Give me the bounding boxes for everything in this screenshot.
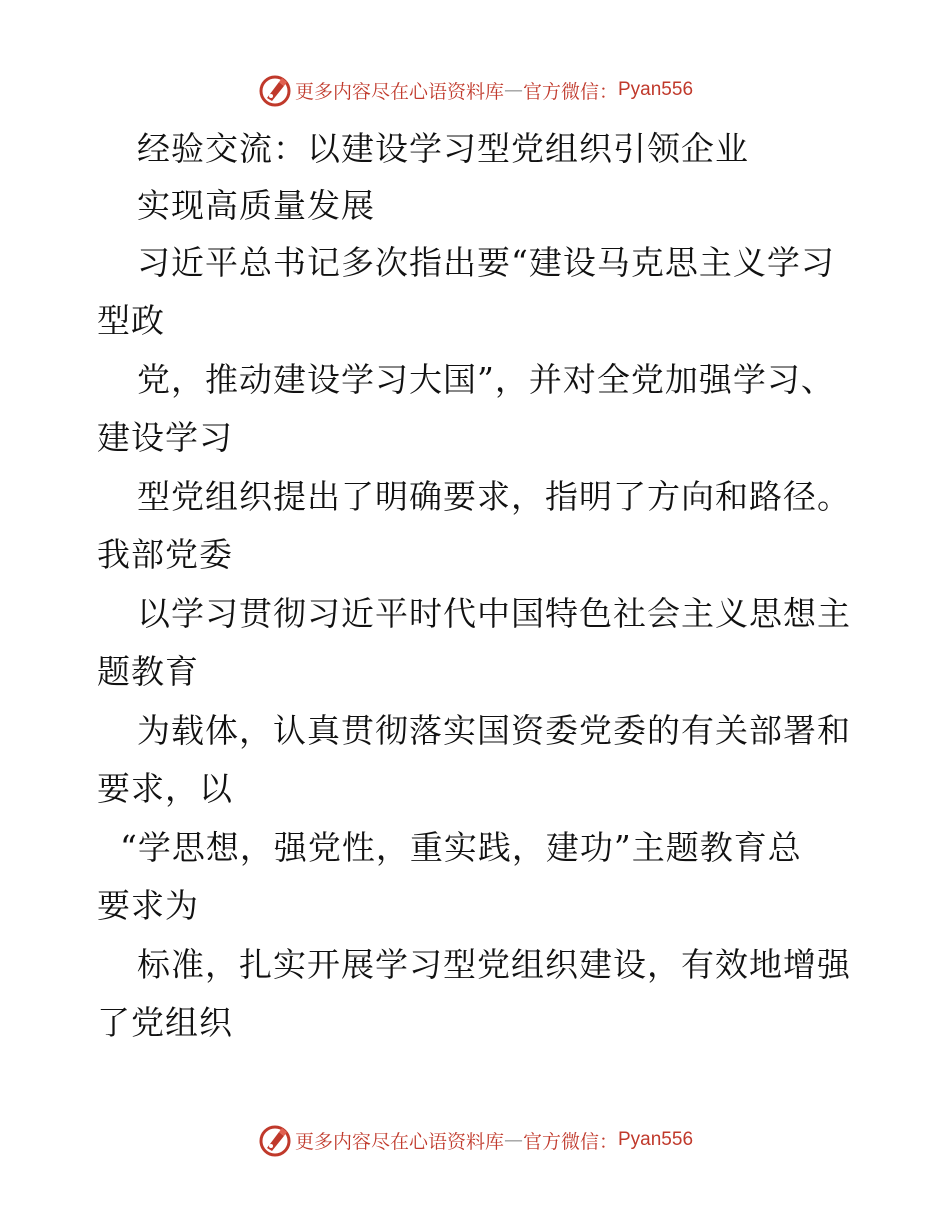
watermark-separator: — (503, 79, 523, 101)
text-line: 为载体，认真贯彻落实国资委党委的有关部署和 (137, 711, 851, 750)
header-watermark (0, 70, 950, 110)
text-line: 习近平总书记多次指出要“建设马克思主义学习 (137, 243, 835, 282)
text-line: 党，推动建设学习大国”，并对全党加强学习、 (137, 360, 835, 399)
text-line: 要求，以 (97, 769, 233, 808)
text-line: 题教育 (97, 652, 199, 691)
text-line: 型党组织提出了明确要求，指明了方向和路径。 (137, 477, 851, 516)
text-line: “学思想，强党性，重实践，建功”主题教育总 (120, 828, 802, 867)
text-line: 我部党委 (97, 535, 233, 574)
watermark-text: 更多内容尽在心语资料库 (294, 80, 504, 103)
text-line: 建设学习 (97, 418, 233, 457)
watermark-label: 官方微信： (522, 80, 618, 103)
footer-watermark (0, 1120, 950, 1160)
text-line: 要求为 (97, 886, 199, 925)
text-line: 实现高质量发展 (137, 186, 375, 225)
pen-logo-icon (257, 72, 293, 108)
text-line: 经验交流：以建设学习型党组织引领企业 (137, 129, 749, 168)
text-line: 型政 (97, 301, 165, 340)
text-line: 以学习贯彻习近平时代中国特色社会主义思想主 (137, 594, 851, 633)
text-line: 了党组织 (97, 1003, 233, 1042)
watermark-label: 官方微信： (522, 1130, 618, 1153)
pen-logo-icon (257, 1122, 293, 1158)
watermark-text: 更多内容尽在心语资料库 (294, 1130, 504, 1153)
watermark-id: Pyan556 (618, 1129, 694, 1150)
watermark-id: Pyan556 (618, 79, 694, 100)
text-line: 标准，扎实开展学习型党组织建设，有效地增强 (137, 945, 851, 984)
watermark-separator: — (503, 1129, 523, 1151)
